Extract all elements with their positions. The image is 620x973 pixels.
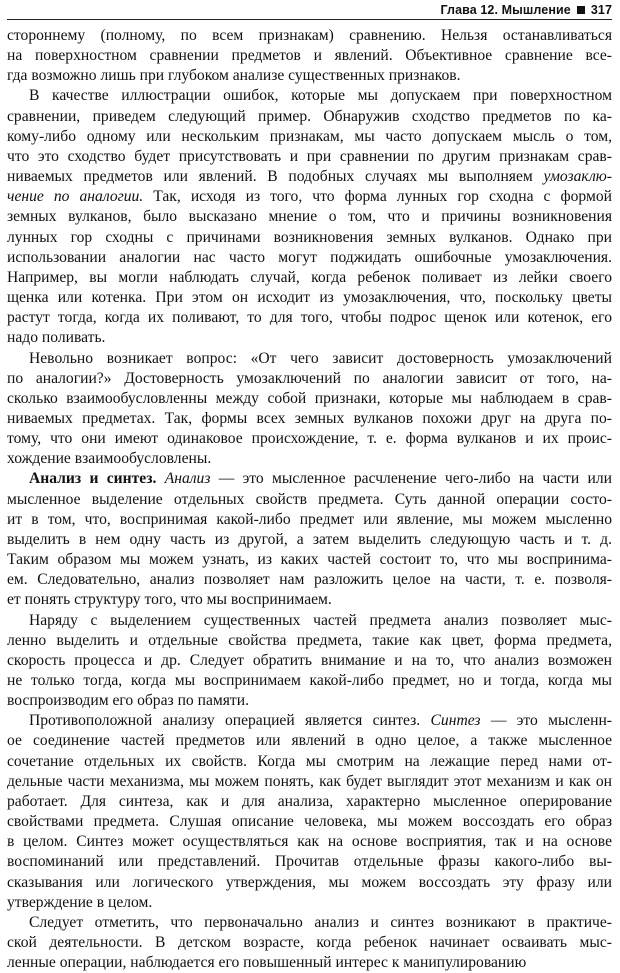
text-line: ет понять структуру того, что мы воспринимаем. [7,591,332,609]
text-line: ской деятельности. В детском возрасте, когда ребенок начинает осваивать мыс- [7,934,612,952]
text-line: ленно выделить и отдельные свойства предмета, такие как цвет, форма предмета, [7,631,612,649]
page-body-text [7,26,612,973]
text-line: Анализ и синтез. Анализ — это мысленное расчленение чего-либо на части или [29,470,612,488]
text-line: ниваемых предметов или явлений. В подобных случаях мы выполняем умозаклю- [7,168,612,186]
text-line: тому, что они имеют одинаковое происхождение, т. е. форма вулканов и их проис- [7,430,612,448]
chapter-title: Глава 12. Мышление [440,2,571,17]
text-line: сказывания или логического утверждения, мы можем воссоздать эту фразу или [7,873,612,891]
text-line: Наряду с выделением существенных частей предмета анализ позволяет мыс- [29,611,612,629]
italic-term: Синтез [430,712,481,730]
text-line: ниваемых предметах. Так, формы всех земных вулканов похожи друг на друга по- [7,409,612,427]
text-line: выделить в нем одну часть из другой, а затем выделить следующую часть и т. д. [7,530,612,548]
text-line: В качестве иллюстрации ошибок, которые мы допускаем при поверхностном [29,87,612,105]
paragraph [7,469,612,610]
text-line: скорость процесса и др. Следует обратить внимание и на то, что анализ возможен [7,651,612,669]
text-line: дельные части механизма, мы можем понять, как будет выглядит этот механизм и как он [7,772,612,790]
paragraph [7,349,612,470]
text-line: земных вулканов, было высказано мнение о том, что и причины возникновения [7,208,612,226]
text-line: надо поливать. [7,329,106,347]
italic-term: умозаклю- [543,168,612,186]
page-number: 317 [590,2,612,17]
text-line: на поверхностном сравнении предметов и явлений. Объективное сравнение все- [7,47,612,65]
text-line: воспроизводим его образ по памяти. [7,692,249,710]
text-line: кому-либо одному или нескольким признакам, мы часто допускаем мысль о том, [7,127,612,145]
text-line: ит в том, что, воспринимая какой-либо предмет или явление, мы можем мысленно [7,510,612,528]
text-line: Противоположной анализу операцией является синтез. Синтез — это мысленн- [29,712,612,730]
text-line: щенка или котенка. При этом он исходит из умозаключения, что, поскольку цветы [7,289,612,307]
text-line: в целом. Синтез может осуществляться как на основе восприятия, так и на основе [7,833,612,851]
paragraph [7,86,612,348]
text-line: что это сходство будет присутствовать и при сравнении по другим признакам срав- [7,147,612,165]
text-line: мысленное выделение отдельных свойств предмета. Суть данной операции состо- [7,490,612,508]
running-header [7,0,612,20]
square-bullet-icon [577,6,585,14]
paragraph [7,26,612,86]
text-line: сочетание отдельных их свойств. Когда мы смотрим на лежащие перед нами от- [7,752,612,770]
text-line: работает. Для синтеза, как и для анализа, характерно мысленное оперирование [7,792,612,810]
italic-term: чение по аналогии. [7,188,144,206]
text-line: сравнении, приведем следующий пример. Обнаружив сходство предметов по ка- [7,107,612,125]
text-line: Таким образом мы можем узнать, из каких частей состоит то, что мы воспринима- [7,551,612,569]
text-line: свойствами предмета. Слушая описание человека, мы можем воссоздать его образ [7,813,612,831]
text-line: ленные операции, наблюдается его повышенный интерес к манипулированию [7,954,527,972]
text-line: не только тогда, когда мы воспринимаем какой-либо предмет, но и тогда, когда мы [7,672,612,689]
text-line: Например, вы могли наблюдать случай, когда ребенок поливает из лейки своего [7,268,612,286]
text-line: чение по аналогии. Так, исходя из того, что форма лунных гор сходна с формой [7,188,612,206]
text-line: сколько взаимообусловленны между собой признаки, которые мы наблюдаем в срав- [7,389,612,407]
text-line: лунных гор сходны с причинами возникновения земных вулканов. Однако при [7,228,612,246]
text-line: растут тогда, когда их поливают, то для того, чтобы подрос щенок или котенок, его [7,309,612,327]
text-line: ем. Следовательно, анализ позволяет нам разложить целое на части, т. е. позволя- [7,571,612,589]
text-line: хождение взаимообусловлены. [7,450,212,468]
text-line: Следует отметить, что первоначально анализ и синтез возникают в практиче- [29,913,612,931]
text-line: Невольно возникает вопрос: «От чего зависит достоверность умозаключений [29,349,612,367]
text-line: по аналогии?» Достоверность умозаключений по аналогии зависит от того, на- [7,369,612,387]
text-line: гда возможно лишь при глубоком анализе существенных признаков. [7,67,461,85]
text-line: стороннему (полному, по всем признакам) сравнению. Нельзя останавливаться [7,27,612,44]
text-line: воспоминаний или представлений. Прочитав отдельные фразы какого-либо вы- [7,853,612,871]
italic-term: Анализ [164,470,211,488]
paragraph [7,611,612,712]
bold-run-in-heading: Анализ и синтез. [29,470,157,488]
paragraph [7,711,612,913]
text-line: утверждение в целом. [7,893,153,911]
text-line: ое соединение частей предметов или явлений в одно целое, а также мысленное [7,732,612,750]
text-line: использовании аналогии нас часто могут поджидать ошибочные умозаключения. [7,248,612,266]
